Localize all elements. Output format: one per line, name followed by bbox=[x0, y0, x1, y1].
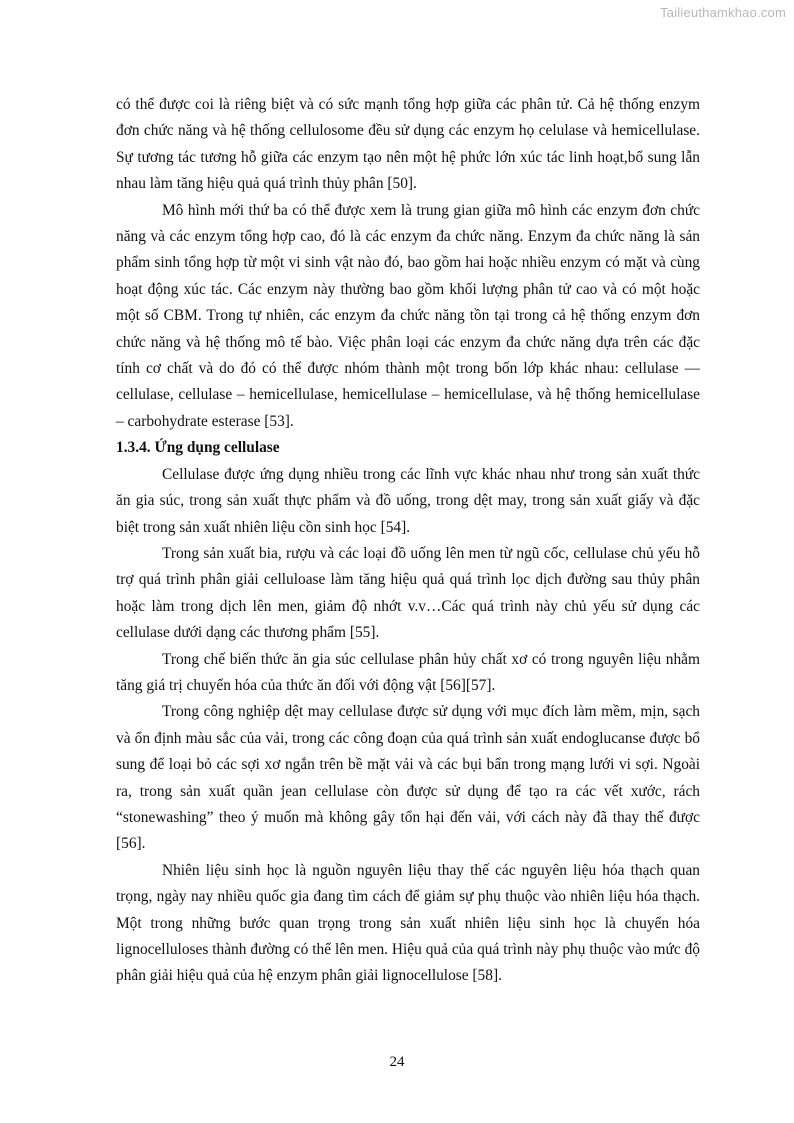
watermark: Tailieuthamkhao.com bbox=[660, 5, 786, 20]
section-heading: 1.3.4. Ứng dụng cellulase bbox=[116, 439, 280, 457]
page-number: 24 bbox=[389, 1054, 405, 1070]
paragraph-brewing: Trong sản xuất bia, rượu và các loại đồ uống lên men từ ngũ cốc, cellulase chủ yếu hỗ trợ quá trình phân giải celluloase làm tăng hiệu quả quá trình lọc dịch đường sau thủy phân hoặc làm trong dịch lên men, giảm độ nhớt v.v…Các quá trình này chủ yếu sử dụng các cellulase dưới dạng các thương phẩm [55]. bbox=[116, 544, 700, 642]
document-body bbox=[116, 92, 700, 990]
paragraph-textile: Trong công nghiệp dệt may cellulase được sử dụng với mục đích làm mềm, mịn, sạch và ổn định màu sắc của vải, trong các công đoạn của quá trình sản xuất endoglucanse được bổ sung để loại bỏ các sợi xơ ngắn trên bề mặt vải và các bụi bẩn trong mạng lưới vi sợi. Ngoài ra, trong sản xuất quần jean cellulase còn được sử dụng để tạo ra các vết xước, rách “stonewashing” theo ý muốn mà không gây tổn hại đến vải, với cách này đã thay thế được [56]. bbox=[116, 703, 700, 853]
paragraph-animal-feed: Trong chế biến thức ăn gia súc cellulase phân hủy chất xơ có trong nguyên liệu nhằm tăng giá trị chuyển hóa của thức ăn đối với động vật [56][57]. bbox=[116, 650, 700, 694]
paragraph-continued: có thể được coi là riêng biệt và có sức mạnh tổng hợp giữa các phân tử. Cả hệ thống enzym đơn chức năng và hệ thống cellulosome đều sử dụng các enzym họ celulase và hemicellulase. Sự tương tác tương hỗ giữa các enzym tạo nên một hệ phức lớn xúc tác linh hoạt,bổ sung lẫn nhau làm tăng hiệu quả quá trình thủy phân [50]. bbox=[116, 96, 700, 193]
paragraph-biofuel: Nhiên liệu sinh học là nguồn nguyên liệu thay thế các nguyên liệu hóa thạch quan trọng, ngày nay nhiều quốc gia đang tìm cách để giảm sự phụ thuộc vào nhiên liệu hóa thạch. Một trong những bước quan trọng trong sản xuất nhiên liệu sinh học là chuyển hóa lignocelluloses thành đường có thể lên men. Hiệu quả của quá trình này phụ thuộc vào mức độ phân giải hiệu quả của hệ enzym phân giải lignocellulose [58]. bbox=[116, 861, 700, 985]
paragraph-applications-intro: Cellulase được ứng dụng nhiều trong các lĩnh vực khác nhau như trong sản xuất thức ăn gia súc, trong sản xuất thực phẩm và đồ uống, trong dệt may, trong sản xuất giấy và đặc biệt trong sản xuất nhiên liệu cồn sinh học [54]. bbox=[116, 465, 700, 536]
paragraph-multifunctional-enzymes: Mô hình mới thứ ba có thể được xem là trung gian giữa mô hình các enzym đơn chức năng và các enzym tổng hợp cao, đó là các enzym đa chức năng. Enzym đa chức năng là sản phẩm sinh tổng hợp từ một vi sinh vật nào đó, bao gồm hai hoặc nhiều enzym có mặt và cùng hoạt động xúc tác. Các enzym này thường bao gồm khối lượng phân tử cao và có một hoặc một số CBM. Trong tự nhiên, các enzym đa chức năng tồn tại trong cả hệ thống enzym đơn chức năng và hệ thống mô tế bào. Việc phân loại các enzym đa chức năng dựa trên các đặc tính cơ chất và do đó có thể được nhóm thành một trong bốn lớp khác nhau: cellulase — cellulase, cellulase – hemicellulase, hemicellulase – hemicellulase, và hệ thống hemicellulase – carbohydrate esterase [53]. bbox=[116, 201, 700, 430]
